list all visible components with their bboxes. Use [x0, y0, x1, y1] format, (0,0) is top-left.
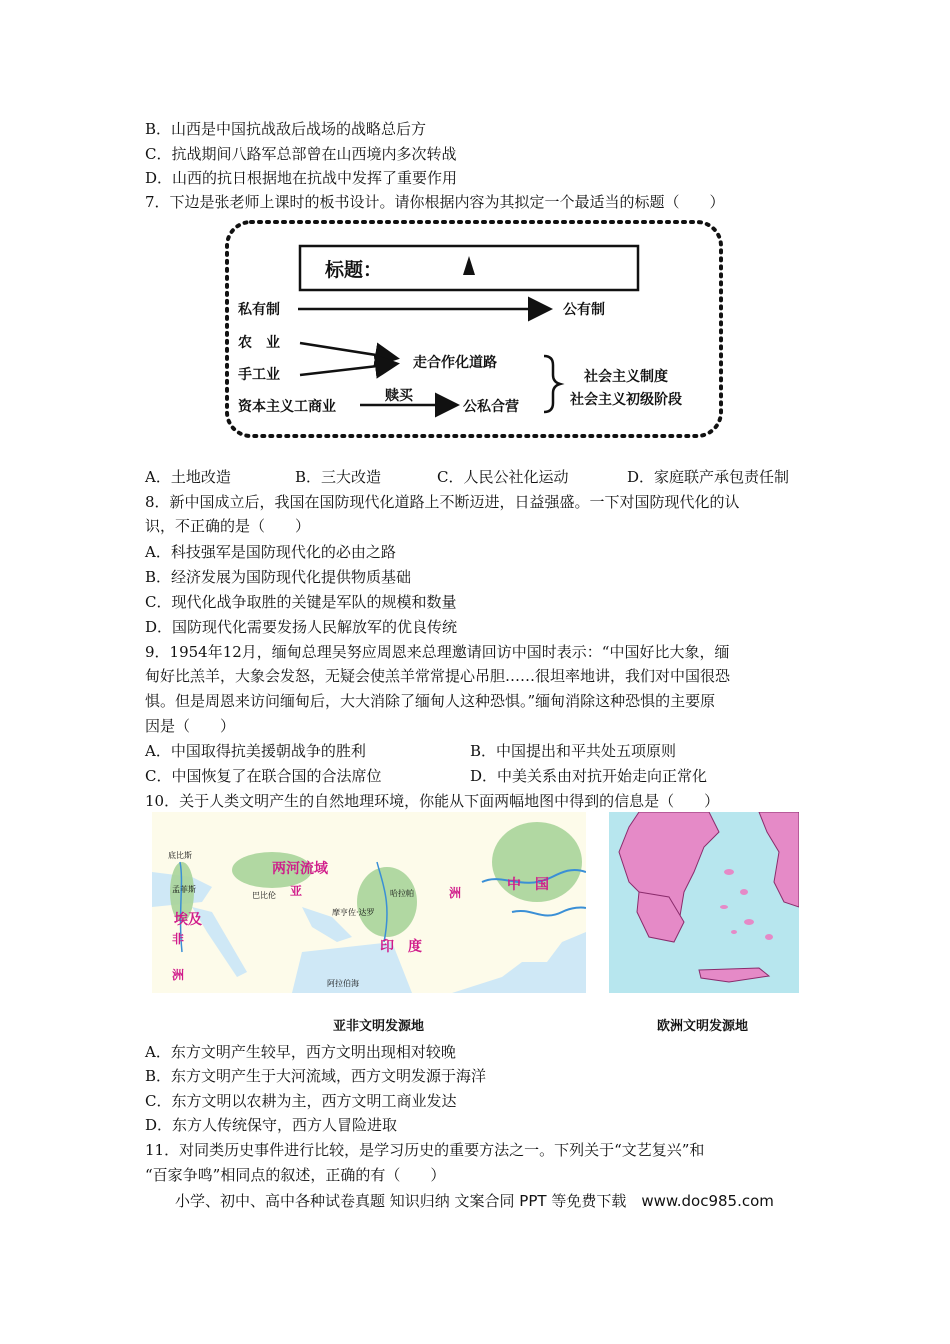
q10-option-c: C．东方文明以农耕为主，西方文明工商业发达 — [145, 1092, 457, 1110]
map-label-arabian-sea: 阿拉伯海 — [327, 979, 359, 988]
board-cooperative-road: 走合作化道路 — [413, 355, 497, 371]
q9-option-c: C．中国恢复了在联合国的合法席位 — [145, 767, 382, 785]
board-title-label: 标题： — [325, 259, 383, 281]
board-brace — [544, 356, 560, 412]
q9-stem-line2: 甸好比羔羊，大象会发怒，无疑会使羔羊常常提心吊胆……很坦率地讲，我们对中国很恐 — [145, 667, 731, 685]
q10-option-a: A．东方文明产生较早，西方文明出现相对较晚 — [145, 1043, 456, 1061]
q9-option-a: A．中国取得抗美援朝战争的胜利 — [145, 742, 366, 760]
map-label-mohenjo: 摩亨佐·达罗 — [332, 908, 375, 917]
board-arrow-agriculture — [300, 343, 395, 358]
board-arrow-handicraft — [300, 364, 395, 375]
map-label-harappa: 哈拉帕 — [390, 889, 414, 898]
q7-stem: 7．下边是张老师上课时的板书设计。请你根据内容为其拟定一个最适当的标题（ ） — [145, 193, 725, 211]
map-label-egypt: 埃及 — [174, 912, 202, 928]
map-asia-minor-coast — [759, 812, 799, 907]
board-title-triangle — [463, 256, 475, 275]
q7-option-d: D．家庭联产承包责任制 — [627, 468, 790, 486]
map-crete — [699, 968, 769, 982]
q10-stem: 10．关于人类文明产生的自然地理环境，你能从下面两幅地图中得到的信息是（ ） — [145, 792, 720, 810]
board-primary-stage: 社会主义初级阶段 — [570, 392, 682, 408]
board-public-ownership: 公有制 — [563, 302, 605, 318]
q8-option-d: D．国防现代化需要发扬人民解放军的优良传统 — [145, 618, 458, 636]
board-socialist-system: 社会主义制度 — [584, 369, 668, 385]
q10-option-b: B．东方文明产生于大河流域，西方文明发源于海洋 — [145, 1067, 487, 1085]
q9-option-b: B．中国提出和平共处五项原则 — [470, 742, 677, 760]
board-private-ownership: 私有制 — [238, 302, 280, 318]
asia-africa-civilization-map — [152, 812, 586, 993]
q8-option-c: C．现代化战争取胜的关键是军队的规模和数量 — [145, 593, 457, 611]
board-joint-ownership: 公私合营 — [463, 399, 519, 415]
map-label-asia: 亚 — [290, 884, 303, 898]
q9-stem-line1: 9．1954年12月，缅甸总理吴努应周恩来总理邀请回访中国时表示：“中国好比大象，缅 — [145, 643, 730, 661]
q11-stem-line1: 11．对同类历史事件进行比较，是学习历史的重要方法之一。下列关于“文艺复兴”和 — [145, 1141, 705, 1159]
q8-stem-line1: 8．新中国成立后，我国在国防现代化道路上不断迈进，日益强盛。一下对国防现代化的认 — [145, 493, 740, 511]
map1-caption: 亚非文明发源地 — [333, 1019, 425, 1034]
map-label-memphis: 孟菲斯 — [172, 885, 196, 894]
map-label-africa2: 洲 — [172, 968, 185, 982]
q9-stem-line4: 因是（ ） — [145, 717, 236, 735]
board-agriculture: 农 业 — [238, 335, 280, 351]
board-handicraft: 手工业 — [238, 367, 280, 383]
q7-option-c: C．人民公社化运动 — [437, 468, 569, 486]
map-label-babylon: 巴比伦 — [252, 891, 276, 900]
q6-option-c: C．抗战期间八路军总部曾在山西境内多次转战 — [145, 145, 457, 163]
q7-option-a: A．土地改造 — [145, 468, 231, 486]
map-label-asia2: 洲 — [449, 886, 462, 900]
map2-caption: 欧洲文明发源地 — [657, 1019, 749, 1034]
q11-stem-line2: “百家争鸣”相同点的叙述，正确的有（ ） — [145, 1166, 446, 1184]
q9-stem-line3: 惧。但是周恩来访问缅甸后，大大消除了缅甸人这种恐惧。”缅甸消除这种恐惧的主要原 — [145, 692, 716, 710]
map-label-mesopotamia: 两河流域 — [272, 861, 328, 877]
map-label-china: 中 国 — [507, 877, 549, 893]
board-buyout: 赎买 — [385, 388, 413, 404]
q8-option-a: A．科技强军是国防现代化的必由之路 — [145, 543, 396, 561]
map-label-india: 印 度 — [380, 939, 422, 955]
q7-option-b: B．三大改造 — [295, 468, 382, 486]
q8-stem-line2: 识，不正确的是（ ） — [145, 517, 311, 535]
q6-option-d: D．山西的抗日根据地在抗战中发挥了重要作用 — [145, 169, 458, 187]
q9-option-d: D．中美关系由对抗开始走向正常化 — [470, 767, 708, 785]
page-footer: 小学、初中、高中各种试卷真题 知识归纳 文案合同 PPT 等免费下载 www.doc985.com — [175, 1192, 774, 1210]
board-capitalist-industry: 资本主义工商业 — [238, 399, 336, 415]
q8-option-b: B．经济发展为国防现代化提供物质基础 — [145, 568, 412, 586]
q6-option-b: B．山西是中国抗战敌后战场的战略总后方 — [145, 120, 427, 138]
q10-option-d: D．东方人传统保守，西方人冒险进取 — [145, 1116, 398, 1134]
map-label-africa1: 非 — [172, 932, 185, 946]
europe-civilization-map — [609, 812, 799, 993]
map-label-thebes: 底比斯 — [168, 851, 192, 860]
